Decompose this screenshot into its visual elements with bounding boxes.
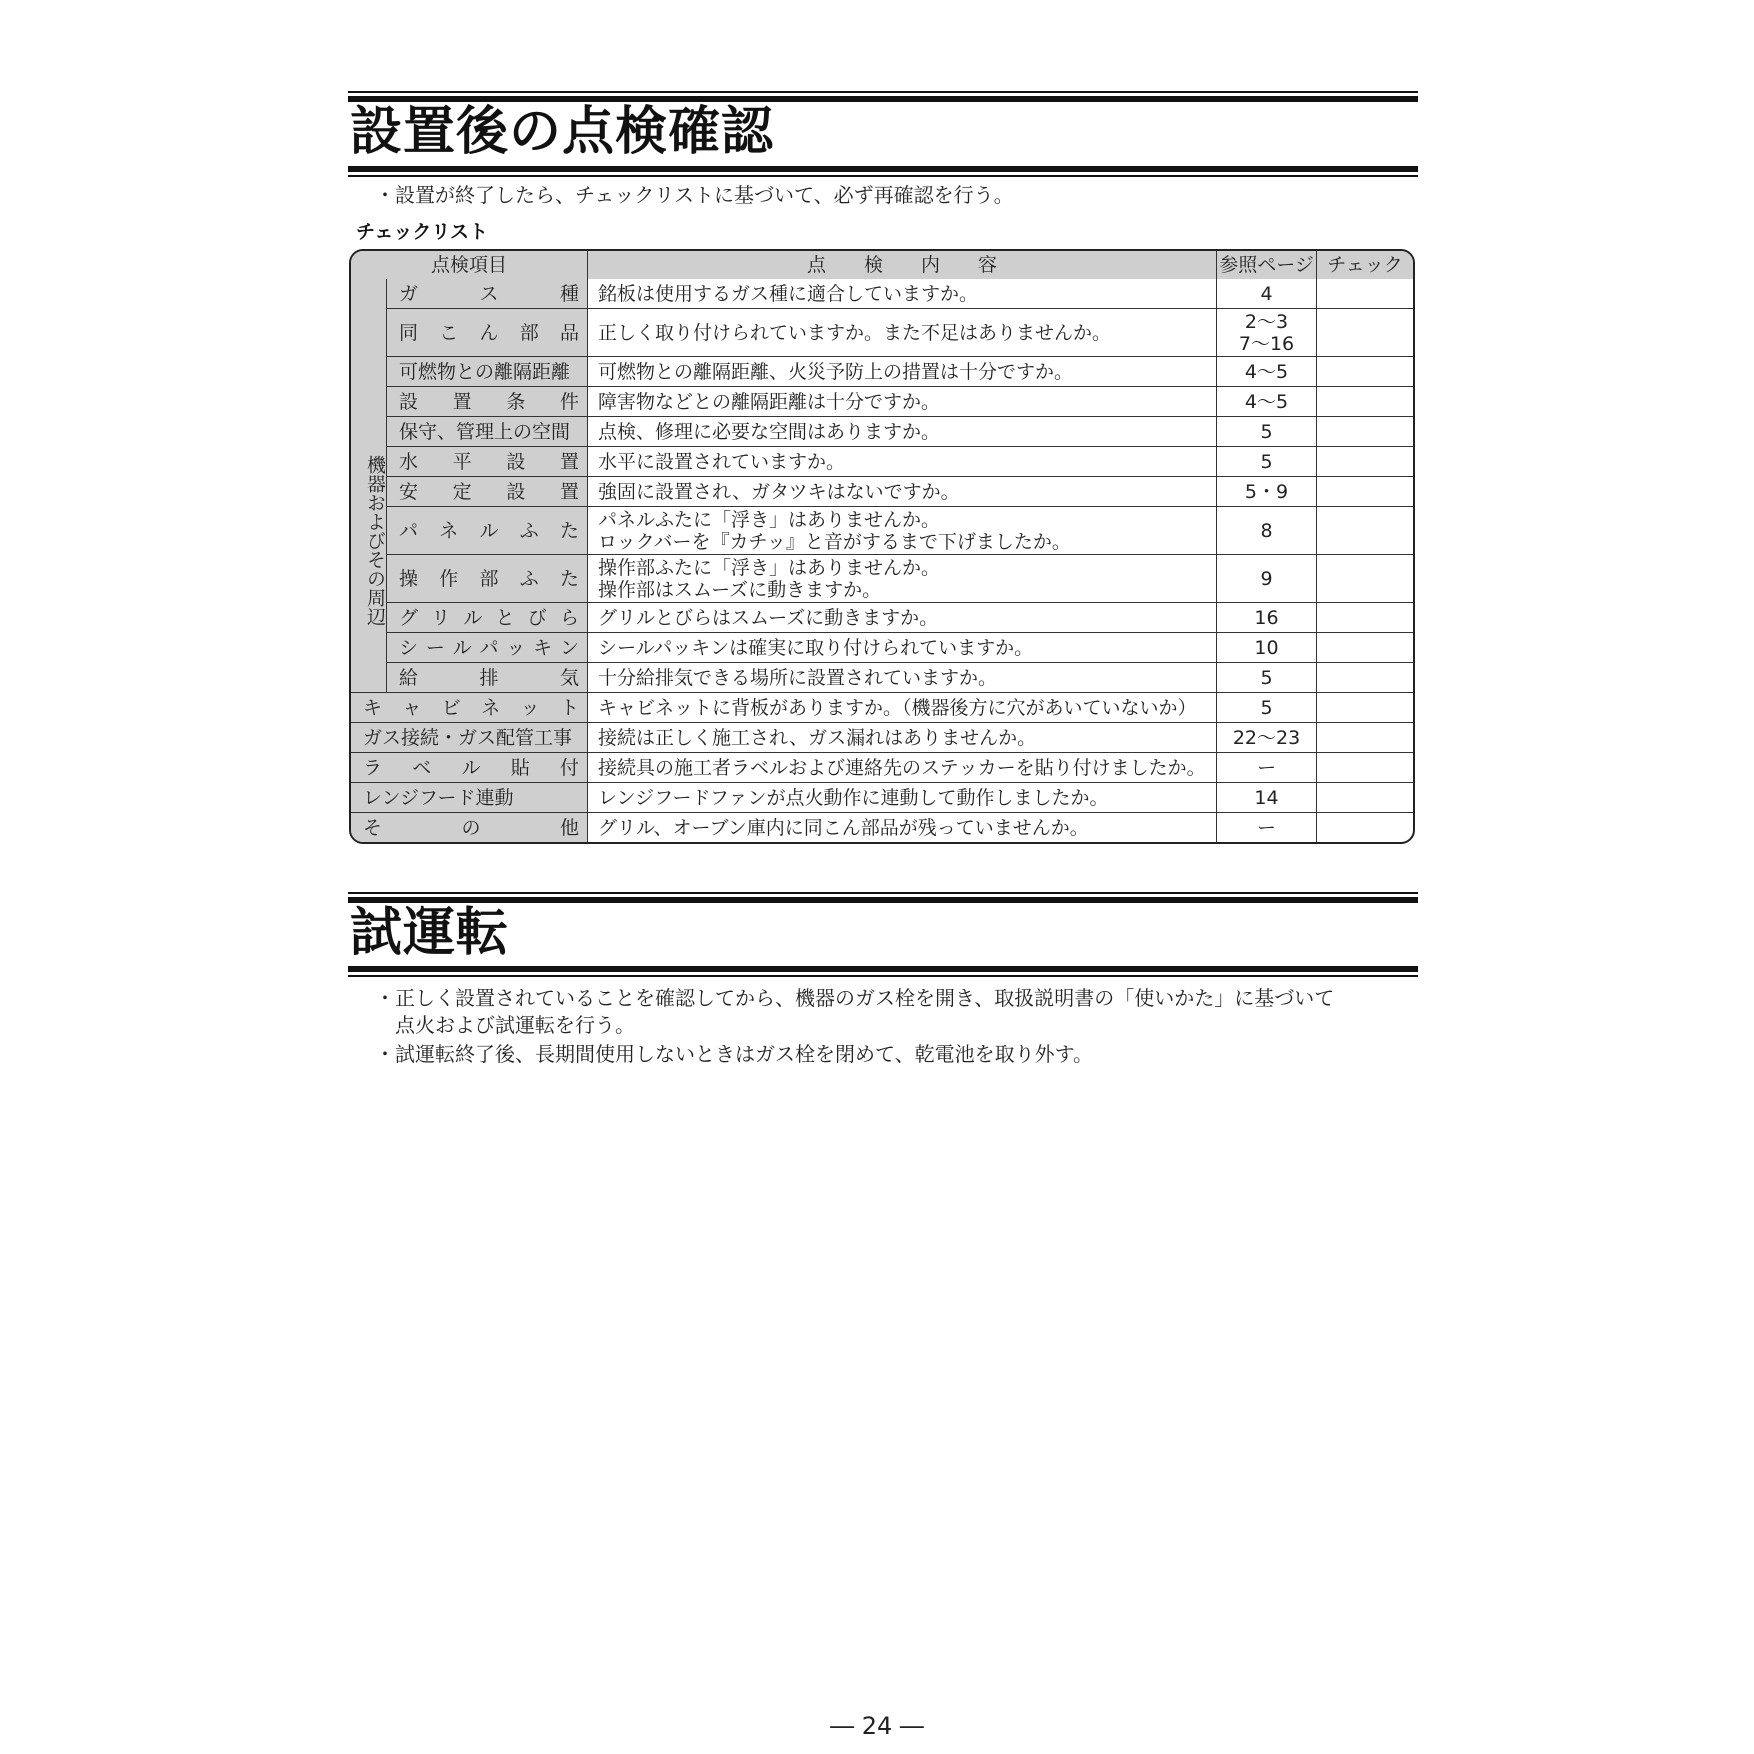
check-cell[interactable] (1317, 693, 1413, 723)
table-row (351, 813, 1413, 842)
table-row (351, 633, 1413, 663)
page-cell: ー (1217, 753, 1317, 783)
check-cell[interactable] (1317, 603, 1413, 633)
table-row (351, 279, 1413, 309)
page-cell: 22〜23 (1217, 723, 1317, 753)
header-item: 点検項目 (351, 251, 588, 279)
section1-title: 設置後の点検確認 (350, 102, 775, 162)
check-cell[interactable] (1317, 279, 1413, 309)
item-cell (387, 279, 588, 309)
table-row (351, 723, 1413, 753)
section2-bullet-1: ・正しく設置されていることを確認してから、機器のガス栓を開き、取扱説明書の「使いかた」に基づいて (375, 986, 1335, 1010)
item-label: キ ャ ビ ネ ッ ト (363, 696, 579, 719)
group-label: 機器およびその周辺 (351, 279, 387, 693)
table-row (351, 753, 1413, 783)
section1-intro: ・設置が終了したら、チェックリストに基づいて、必ず再確認を行う。 (375, 183, 1014, 207)
checklist-label: チェックリスト (356, 221, 489, 243)
item-label: シ ー ル パ ッ キ ン (399, 636, 579, 659)
item-cell (387, 417, 588, 447)
item-cell (387, 447, 588, 477)
check-cell[interactable] (1317, 663, 1413, 693)
item-cell (387, 387, 588, 417)
section2-title: 試運転 (350, 903, 510, 963)
check-cell[interactable] (1317, 309, 1413, 357)
check-cell[interactable] (1317, 417, 1413, 447)
page-cell: 10 (1217, 633, 1317, 663)
item-cell (387, 555, 588, 603)
item-label: 同 こ ん 部 品 (399, 321, 580, 344)
item-cell (351, 813, 588, 842)
item-cell (387, 309, 588, 357)
page-cell: 5 (1217, 663, 1317, 693)
title2-rule-bottom (348, 966, 1418, 977)
checklist-table (349, 249, 1415, 844)
check-cell[interactable] (1317, 753, 1413, 783)
content-cell: 銘板は使用するガス種に適合していますか。 (588, 279, 1217, 309)
table-row (351, 417, 1413, 447)
content-cell: 障害物などとの離隔距離は十分ですか。 (588, 387, 1217, 417)
item-cell (387, 507, 588, 555)
item-cell (387, 663, 588, 693)
header-page: 参照ページ (1217, 251, 1317, 279)
content-cell: グリルとびらはスムーズに動きますか。 (588, 603, 1217, 633)
item-cell (351, 723, 588, 753)
page-cell: ー (1217, 813, 1317, 842)
item-label: 保守、管理上の空間 (399, 420, 571, 443)
table-row (351, 663, 1413, 693)
table-row (351, 309, 1413, 357)
section2-bullet-2: ・試運転終了後、長期間使用しないときはガス栓を閉めて、乾電池を取り外す。 (375, 1042, 1093, 1066)
item-cell (351, 753, 588, 783)
item-label: グ リ ル と び ら (399, 606, 579, 629)
table-row (351, 447, 1413, 477)
content-cell: 可燃物との離隔距離、火災予防上の措置は十分ですか。 (588, 357, 1217, 387)
item-label: 可燃物との離隔距離 (399, 360, 571, 383)
content-cell: 水平に設置されていますか。 (588, 447, 1217, 477)
content-cell: 強固に設置され、ガタツキはないですか。 (588, 477, 1217, 507)
page-cell: 9 (1217, 555, 1317, 603)
page-cell: 5 (1217, 417, 1317, 447)
table-row (351, 477, 1413, 507)
item-label: そ の 他 (363, 816, 580, 839)
item-label: ガ ス 種 (399, 282, 580, 305)
page-cell: 5 (1217, 693, 1317, 723)
table-row (351, 783, 1413, 813)
content-cell: 点検、修理に必要な空間はありますか。 (588, 417, 1217, 447)
item-label: 操 作 部 ふ た (399, 567, 580, 590)
section2-bullet-1-cont: 点火および試運転を行う。 (375, 1013, 635, 1037)
content-cell: キャビネットに背板がありますか。（機器後方に穴があいていないか） (588, 693, 1217, 723)
content-cell: グリル、オーブン庫内に同こん部品が残っていませんか。 (588, 813, 1217, 842)
check-cell[interactable] (1317, 477, 1413, 507)
table-row (351, 507, 1413, 555)
item-cell (351, 783, 588, 813)
page-number: ― 24 ― (830, 1712, 924, 1740)
item-label: 給 排 気 (399, 666, 580, 689)
page-cell: 4 (1217, 279, 1317, 309)
header-content: 点 検 内 容 (588, 251, 1217, 279)
item-cell (387, 633, 588, 663)
check-cell[interactable] (1317, 723, 1413, 753)
table-row (351, 555, 1413, 603)
content-cell: 正しく取り付けられていますか。また不足はありませんか。 (588, 309, 1217, 357)
item-label: 水 平 設 置 (399, 450, 579, 473)
page-cell: 2〜3 7〜16 (1217, 309, 1317, 357)
check-cell[interactable] (1317, 387, 1413, 417)
content-cell: シールパッキンは確実に取り付けられていますか。 (588, 633, 1217, 663)
content-cell: 接続は正しく施工され、ガス漏れはありませんか。 (588, 723, 1217, 753)
content-cell: 操作部ふたに「浮き」はありませんか。 操作部はスムーズに動きますか。 (588, 555, 1217, 603)
title-rule-top (348, 91, 1418, 102)
page-cell: 16 (1217, 603, 1317, 633)
table-header-row (351, 251, 1413, 279)
item-cell (351, 693, 588, 723)
table-row (351, 693, 1413, 723)
item-label: パ ネ ル ふ た (399, 519, 580, 542)
item-cell (387, 603, 588, 633)
item-label: ガス接続・ガス配管工事 (363, 726, 573, 749)
check-cell[interactable] (1317, 783, 1413, 813)
table-row (351, 603, 1413, 633)
check-cell[interactable] (1317, 507, 1413, 555)
item-cell (387, 477, 588, 507)
page-cell: 4〜5 (1217, 387, 1317, 417)
header-check: チェック (1317, 251, 1413, 279)
page-cell: 5・9 (1217, 477, 1317, 507)
title2-rule-top (348, 892, 1418, 903)
item-cell (387, 357, 588, 387)
table-row (351, 357, 1413, 387)
content-cell: 接続具の施工者ラベルおよび連絡先のステッカーを貼り付けましたか。 (588, 753, 1217, 783)
item-label: 設 置 条 件 (399, 390, 579, 413)
check-cell[interactable] (1317, 447, 1413, 477)
content-cell: レンジフードファンが点火動作に連動して動作しましたか。 (588, 783, 1217, 813)
page-cell: 5 (1217, 447, 1317, 477)
check-cell[interactable] (1317, 357, 1413, 387)
check-cell[interactable] (1317, 555, 1413, 603)
check-cell[interactable] (1317, 813, 1413, 842)
item-label: ラ ベ ル 貼 付 (363, 756, 580, 779)
content-cell: 十分給排気できる場所に設置されていますか。 (588, 663, 1217, 693)
check-cell[interactable] (1317, 633, 1413, 663)
page-cell: 14 (1217, 783, 1317, 813)
table-row (351, 387, 1413, 417)
title-rule-bottom (348, 166, 1418, 177)
item-label: レンジフード連動 (363, 786, 514, 809)
page-cell: 4〜5 (1217, 357, 1317, 387)
content-cell: パネルふたに「浮き」はありませんか。 ロックバーを『カチッ』と音がするまで下げましたか。 (588, 507, 1217, 555)
item-label: 安 定 設 置 (399, 480, 579, 503)
page-cell: 8 (1217, 507, 1317, 555)
